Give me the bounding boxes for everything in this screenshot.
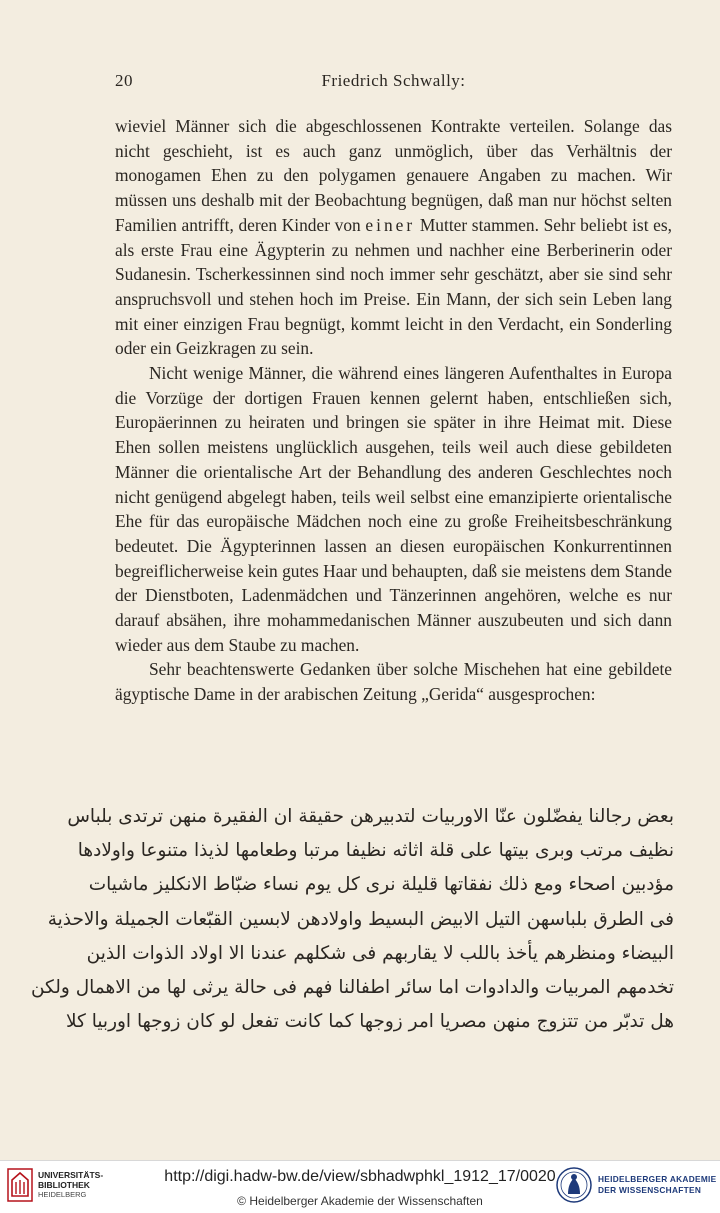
running-title: Friedrich Schwally: bbox=[321, 71, 466, 90]
arabic-line: نظيف مرتب وبرى بيتها على قلة اثاثه نظيفا مرتبا وطعامها لذيذا متنوعا واولادها bbox=[77, 840, 674, 862]
emphasized-word: einer bbox=[365, 214, 416, 235]
ub-line: BIBLIOTHEK bbox=[38, 1180, 90, 1190]
arabic-line: تخدمهم المربيات والدادوات اما سائر اطفالنا فهم فى حالة يرثى لها من الاهمال ولكن bbox=[30, 977, 674, 999]
academy-label bbox=[598, 1174, 716, 1196]
permalink-url[interactable]: http://digi.hadw-bw.de/view/sbhadwphkl_1912_17/0020 bbox=[164, 1168, 556, 1185]
page-number: 20 bbox=[115, 71, 133, 90]
paragraph-3: Sehr beachtenswerte Gedanken über solche Mischehen hat eine gebildete ägyptische Dame in der arabischen Zeitung „Gerida“ ausgesprochen: bbox=[115, 659, 672, 705]
paragraph-1-text-b: Mutter stammen. Sehr beliebt ist es, als erste Frau eine Ägypterin zu nehmen und nachher eine Berberinerin oder Sudanesin. Tscherkessinnen sind noch immer sehr geschätzt, aber sie sind sehr anspruchsvoll und stehen hoch im Preise. Ein Mann, der sich sein Leben lang mit einer einzigen Frau begnügt, kommt leicht in den Verdacht, ein Sonderling oder ein Geizkragen zu sein. bbox=[115, 214, 673, 359]
arabic-line: البيضاء ومنظرهم يأخذ باللب لا يقاربهم فى شكلهم عندنا الا اولاد الذوات الذين bbox=[86, 942, 674, 964]
academy-line: DER WISSENSCHAFTEN bbox=[598, 1185, 702, 1195]
arabic-line: مؤدبين اصحاء ومع ذلك نفقاتها قليلة نرى كل يوم نساء ضبّاط الانكليز ماشيات bbox=[88, 874, 674, 896]
academy-line: HEIDELBERGER AKADEMIE bbox=[598, 1174, 717, 1184]
paragraph-1-text-a: wieviel Männer sich die abgeschlossenen Kontrakte verteilen. Solange das nicht geschieht, ist es auch ganz unmöglich, über das Verhältnis der monogamen Ehen zu den polygamen genauere Angaben zu machen. Wir müssen uns deshalb mit der Beobachtung begnügen, daß man nur höchst selten Familien antrifft, deren Kinder von bbox=[115, 116, 672, 235]
body-text bbox=[115, 114, 672, 707]
running-head bbox=[115, 71, 672, 93]
arabic-quotation bbox=[30, 800, 674, 1039]
paragraph-1 bbox=[115, 114, 672, 361]
copyright-notice: © Heidelberger Akademie der Wissenschaften bbox=[237, 1194, 483, 1208]
arabic-line: هل تدبّر من تتزوج منهن مصريا امر زوجها كما كانت تفعل لو كان زوجها اوربيا كلا bbox=[65, 1011, 674, 1033]
ub-line: UNIVERSITÄTS- bbox=[38, 1170, 104, 1180]
arabic-line: بعض رجالنا يفضّلون عنّا الاوربيات لتدبيرهن حقيقة ان الفقيرة منهن ترتدى بلباس bbox=[67, 806, 674, 827]
ub-line: HEIDELBERG bbox=[38, 1190, 87, 1199]
footer-bar bbox=[0, 1160, 720, 1213]
paragraph-2: Nicht wenige Männer, die während eines längeren Aufenthaltes in Europa die Vorzüge der dortigen Frauen kennen gelernt haben, entschließen sich, Europäerinnen zu heiraten und bringen sie später in ihre Heimat mit. Diese Ehen sollen meistens unglücklich ausgehen, teils weil auch diese gebildeten Männer die orientalische Art der Behandlung des anderen Geschlechtes noch nicht genügend abgelegt haben, teils weil selbst eine emanzipierte orientalische Ehe für das europäische Mädchen noch eine zu große Freiheitsbeschränkung bedeutet. Die Ägypterinnen lassen an diesen europäischen Konkurrentinnen begreiflicherweise kein gutes Haar und behaupten, daß sie meistens dem Stande der Dienstboten, Ladenmädchen und Tänzerinnen angehören, welche es nur darauf absähen, ihre mohammedanischen Männer auszubeuten und sich dann wieder aus dem Staube zu machen. bbox=[115, 363, 672, 655]
arabic-line: فى الطرق بلباسهن التيل الابيض البسيط واولادهن لابسين القبّعات الجميلة والاحذية bbox=[47, 908, 674, 930]
academy-seal-icon bbox=[556, 1167, 592, 1203]
